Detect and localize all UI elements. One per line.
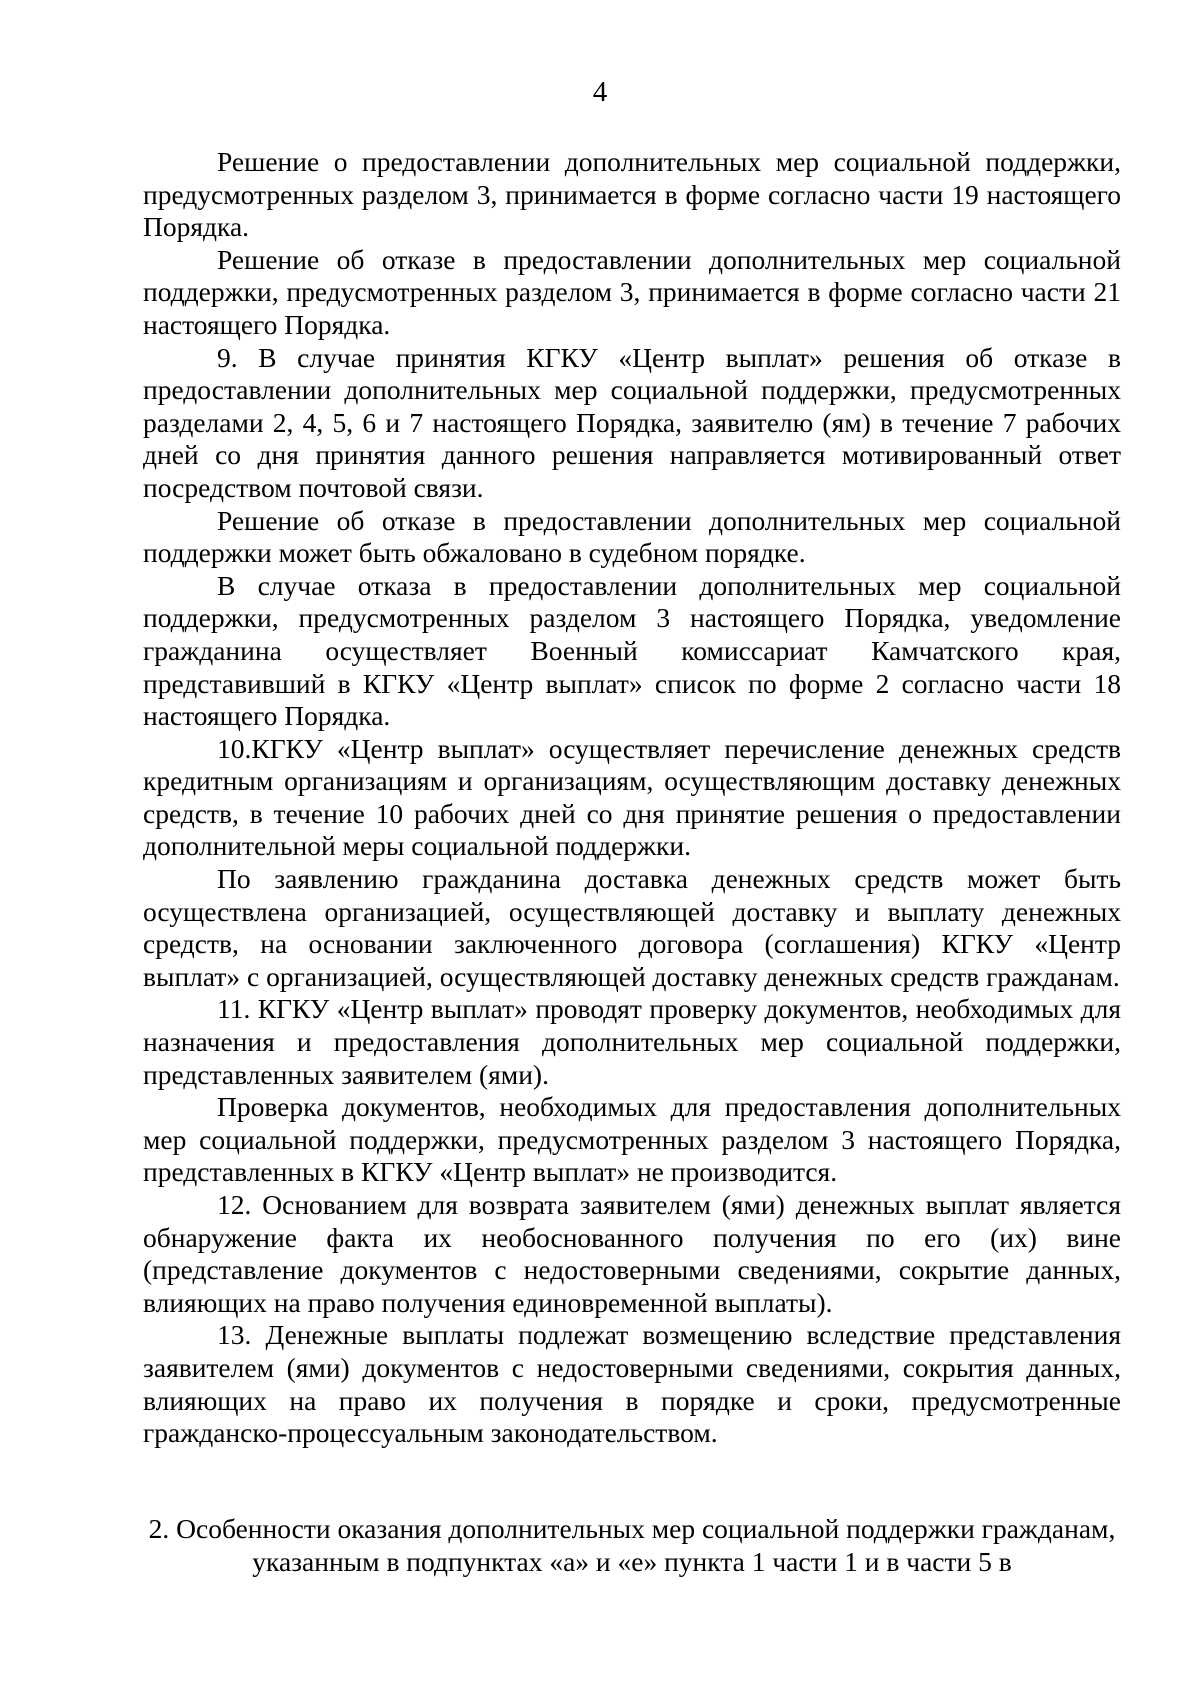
paragraph: 11. КГКУ «Центр выплат» проводят проверку документов, необходимых для назначения и предоставления дополнительных мер социальной поддержки, представленных заявителем (ями). — [143, 993, 1121, 1090]
paragraph: 9. В случае принятия КГКУ «Центр выплат» решения об отказе в предоставлении дополнительных мер социальной поддержки, предусмотренных разделами 2, 4, 5, 6 и 7 настоящего Порядка, заявителю (ям) в течение 7 рабочих дней со дня принятия данного решения направляется мотивированный ответ посредством почтовой связи. — [143, 341, 1121, 503]
paragraph: Проверка документов, необходимых для предоставления дополнительных мер социальной поддержки, предусмотренных разделом 3 настоящего Порядка, представленных в КГКУ «Центр выплат» не производится. — [143, 1091, 1121, 1188]
paragraph: 12. Основанием для возврата заявителем (ями) денежных выплат является обнаружение факта их необоснованного получения по его (их) вине (представление документов с недостоверными сведениями, сокрытие данных, влияющих на право получения единовременной выплаты). — [143, 1189, 1121, 1318]
paragraph: По заявлению гражданина доставка денежных средств может быть осуществлена организацией, осуществляющей доставку и выплату денежных средств, на основании заключенного договора (соглашения) КГКУ «Центр выплат» с организацией, осуществляющей доставку денежных средств гражданам. — [143, 863, 1121, 992]
paragraph: Решение о предоставлении дополнительных мер социальной поддержки, предусмотренных разделом 3, принимается в форме согласно части 19 настоящего Порядка. — [143, 146, 1121, 243]
paragraph: 10.КГКУ «Центр выплат» осуществляет перечисление денежных средств кредитным организациям и организациям, осуществляющим доставку денежных средств, в течение 10 рабочих дней со дня принятие решения о предоставлении дополнительной меры социальной поддержки. — [143, 732, 1121, 862]
page-number: 4 — [592, 76, 608, 108]
document-body — [143, 146, 1121, 1450]
section-heading: 2. Особенности оказания дополнительных мер социальной поддержки гражданам, указанным в подпунктах «а» и «е» пункта 1 части 1 и в части 5 в — [148, 1513, 1116, 1577]
paragraph: Решение об отказе в предоставлении дополнительных мер социальной поддержки, предусмотренных разделом 3, принимается в форме согласно части 21 настоящего Порядка. — [143, 243, 1121, 340]
paragraph: Решение об отказе в предоставлении дополнительных мер социальной поддержки может быть обжаловано в судебном порядке. — [143, 504, 1121, 569]
paragraph: 13. Денежные выплаты подлежат возмещению вследствие представления заявителем (ями) документов с недостоверными сведениями, сокрытия данных, влияющих на право их получения в порядке и сроки, предусмотренные гражданско-процессуальным законодательством. — [143, 1319, 1121, 1449]
paragraph: В случае отказа в предоставлении дополнительных мер социальной поддержки, предусмотренных разделом 3 настоящего Порядка, уведомление гражданина осуществляет Военный комиссариат Камчатского края, представивший в КГКУ «Центр выплат» список по форме 2 согласно части 18 настоящего Порядка. — [143, 569, 1121, 732]
